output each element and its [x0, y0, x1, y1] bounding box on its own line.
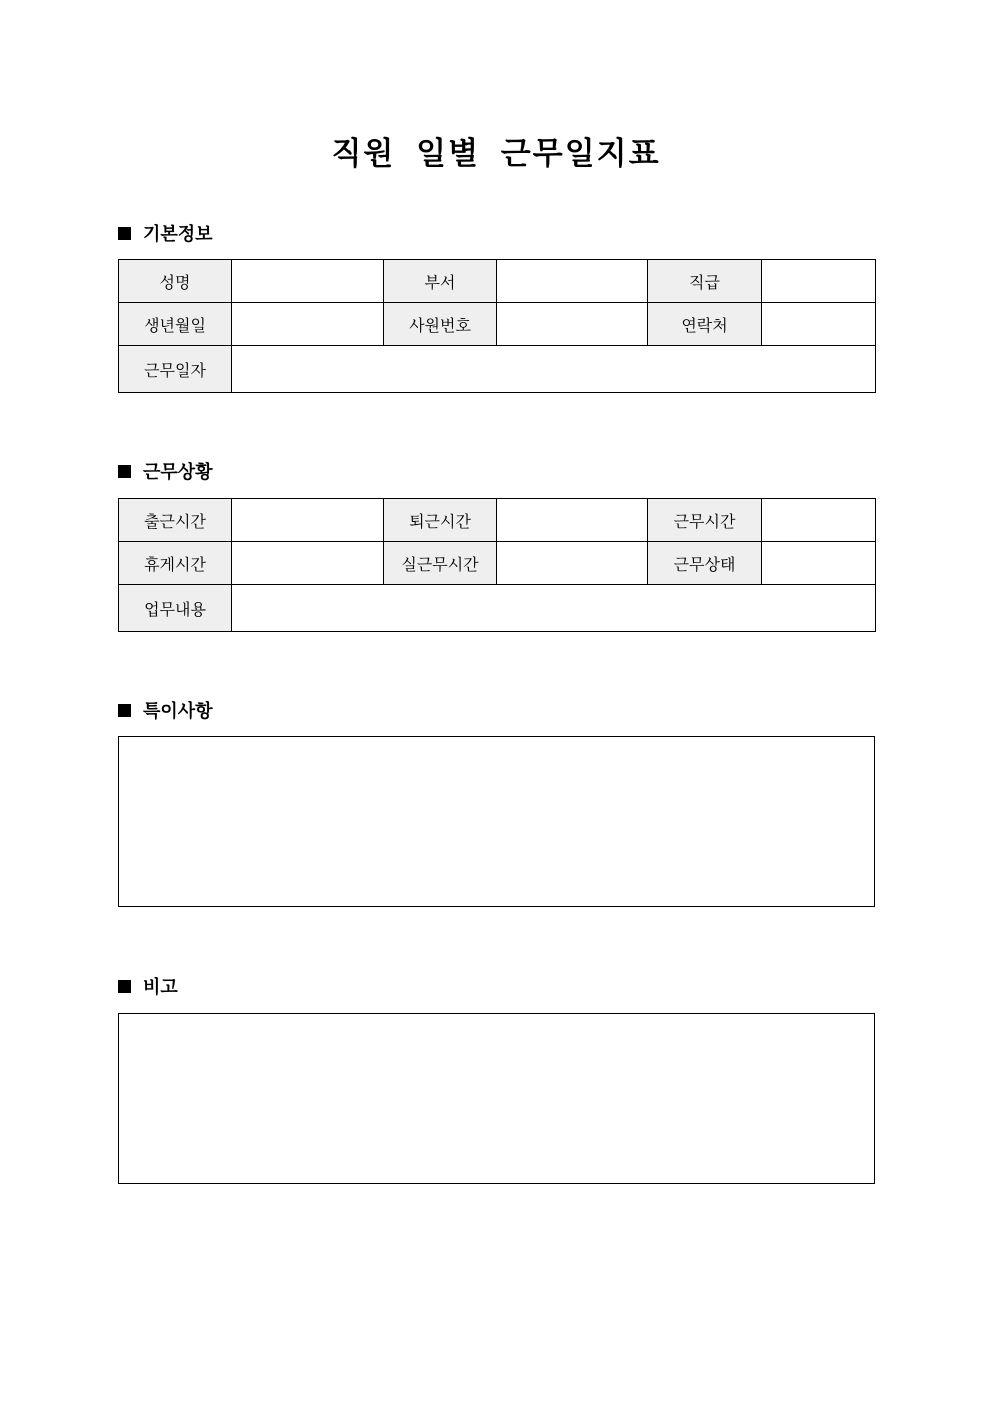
department-field[interactable]: [497, 260, 648, 303]
break-time-field[interactable]: [232, 542, 384, 585]
section-heading-label: 근무상황: [143, 462, 213, 483]
label-work-hours: 근무시간: [648, 499, 762, 542]
square-bullet-icon: [118, 704, 131, 717]
section-heading-label: 특이사항: [143, 701, 213, 722]
clock-in-field[interactable]: [232, 499, 384, 542]
document-title: 직원 일별 근무일지표: [331, 136, 661, 172]
label-contact: 연락처: [648, 303, 762, 346]
label-break-time: 휴게시간: [119, 542, 232, 585]
work-state-field[interactable]: [762, 542, 876, 585]
label-clock-in: 출근시간: [119, 499, 232, 542]
clock-out-field[interactable]: [497, 499, 648, 542]
table-row: [119, 260, 876, 303]
label-department: 부서: [384, 260, 497, 303]
section-heading-label: 비고: [143, 977, 178, 998]
position-field[interactable]: [762, 260, 876, 303]
remarks-box[interactable]: [118, 1013, 875, 1184]
label-work-state: 근무상태: [648, 542, 762, 585]
work-status-table: [118, 498, 876, 632]
label-name: 성명: [119, 260, 232, 303]
section-heading-basic-info: [118, 222, 213, 248]
label-employee-number: 사원번호: [384, 303, 497, 346]
table-row: [119, 303, 876, 346]
employee-number-field[interactable]: [497, 303, 648, 346]
label-position: 직급: [648, 260, 762, 303]
label-actual-work-hours: 실근무시간: [384, 542, 497, 585]
work-hours-field[interactable]: [762, 499, 876, 542]
section-heading-label: 기본정보: [143, 224, 213, 245]
label-work-content: 업무내용: [119, 585, 232, 632]
label-birthdate: 생년월일: [119, 303, 232, 346]
label-work-date: 근무일자: [119, 346, 232, 393]
table-row: [119, 585, 876, 632]
table-row: [119, 346, 876, 393]
square-bullet-icon: [118, 227, 131, 240]
actual-work-hours-field[interactable]: [497, 542, 648, 585]
special-notes-box[interactable]: [118, 736, 875, 907]
section-heading-remarks: [118, 975, 178, 1001]
section-heading-work-status: [118, 460, 213, 486]
work-date-field[interactable]: [232, 346, 876, 393]
table-row: [119, 542, 876, 585]
table-row: [119, 499, 876, 542]
name-field[interactable]: [232, 260, 384, 303]
square-bullet-icon: [118, 465, 131, 478]
contact-field[interactable]: [762, 303, 876, 346]
birthdate-field[interactable]: [232, 303, 384, 346]
square-bullet-icon: [118, 980, 131, 993]
section-heading-special-notes: [118, 699, 213, 725]
basic-info-table: [118, 259, 876, 393]
work-content-field[interactable]: [232, 585, 876, 632]
label-clock-out: 퇴근시간: [384, 499, 497, 542]
